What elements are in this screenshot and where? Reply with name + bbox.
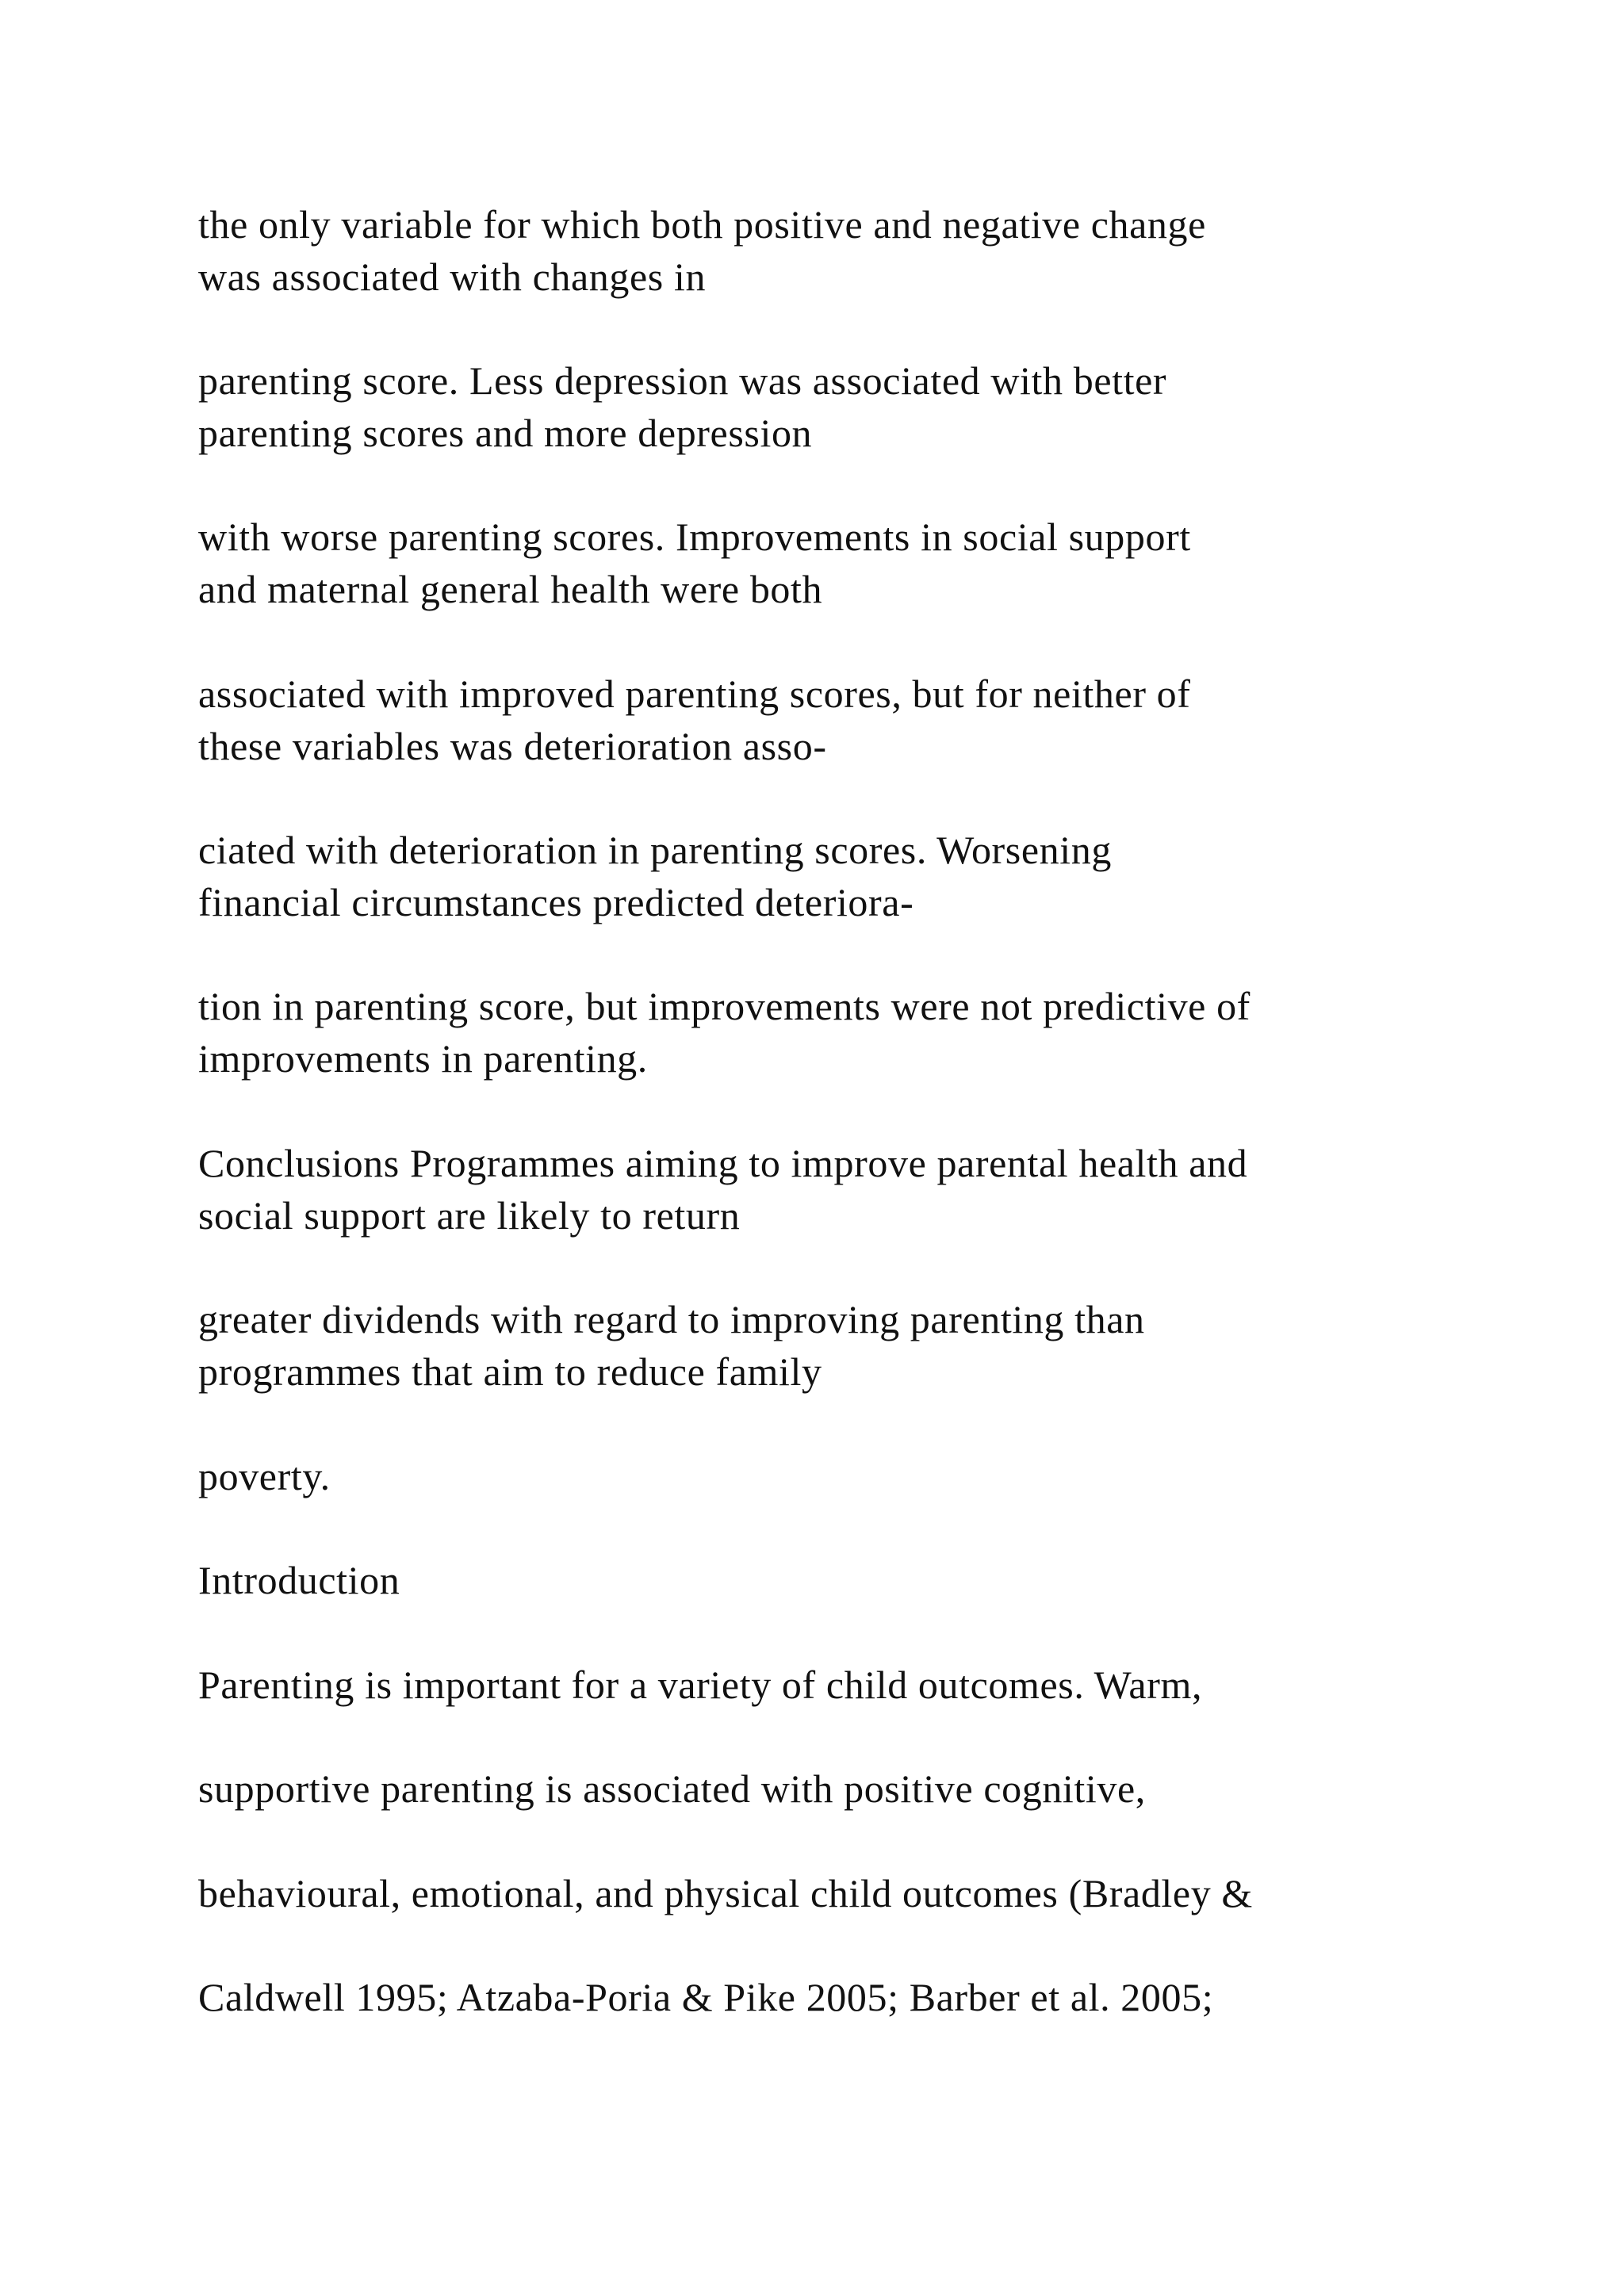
text-line: with worse parenting scores. Improvements in social support (198, 515, 1191, 559)
text-line: Caldwell 1995; Atzaba-Poria & Pike 2005; Barber et al. 2005; (198, 1975, 1214, 2019)
text-line: tion in parenting score, but improvements were not predictive of (198, 984, 1251, 1028)
text-line: these variables was deterioration asso- (198, 724, 827, 768)
text-line: the only variable for which both positive and negative change (198, 202, 1206, 247)
text-line: parenting score. Less depression was associated with better (198, 358, 1167, 403)
text-line: Parenting is important for a variety of child outcomes. Warm, (198, 1663, 1203, 1707)
text-line: was associated with changes in (198, 254, 707, 299)
text-line: social support are likely to return (198, 1193, 741, 1238)
text-line: programmes that aim to reduce family (198, 1349, 822, 1394)
section-heading-introduction: Introduction (198, 1558, 400, 1602)
text-line: behavioural, emotional, and physical child outcomes (Bradley & (198, 1871, 1253, 1915)
text-line: greater dividends with regard to improving parenting than (198, 1297, 1145, 1341)
text-line: associated with improved parenting scores, but for neither of (198, 672, 1191, 716)
text-line: financial circumstances predicted deteriora- (198, 880, 914, 924)
conclusions-line: Conclusions Programmes aiming to improve parental health and (198, 1141, 1248, 1185)
text-line: parenting scores and more depression (198, 411, 813, 455)
text-line: improvements in parenting. (198, 1036, 648, 1081)
text-line: poverty. (198, 1454, 331, 1498)
text-line: ciated with deterioration in parenting scores. Worsening (198, 828, 1112, 872)
text-line: supportive parenting is associated with positive cognitive, (198, 1766, 1146, 1811)
text-line: and maternal general health were both (198, 567, 823, 611)
